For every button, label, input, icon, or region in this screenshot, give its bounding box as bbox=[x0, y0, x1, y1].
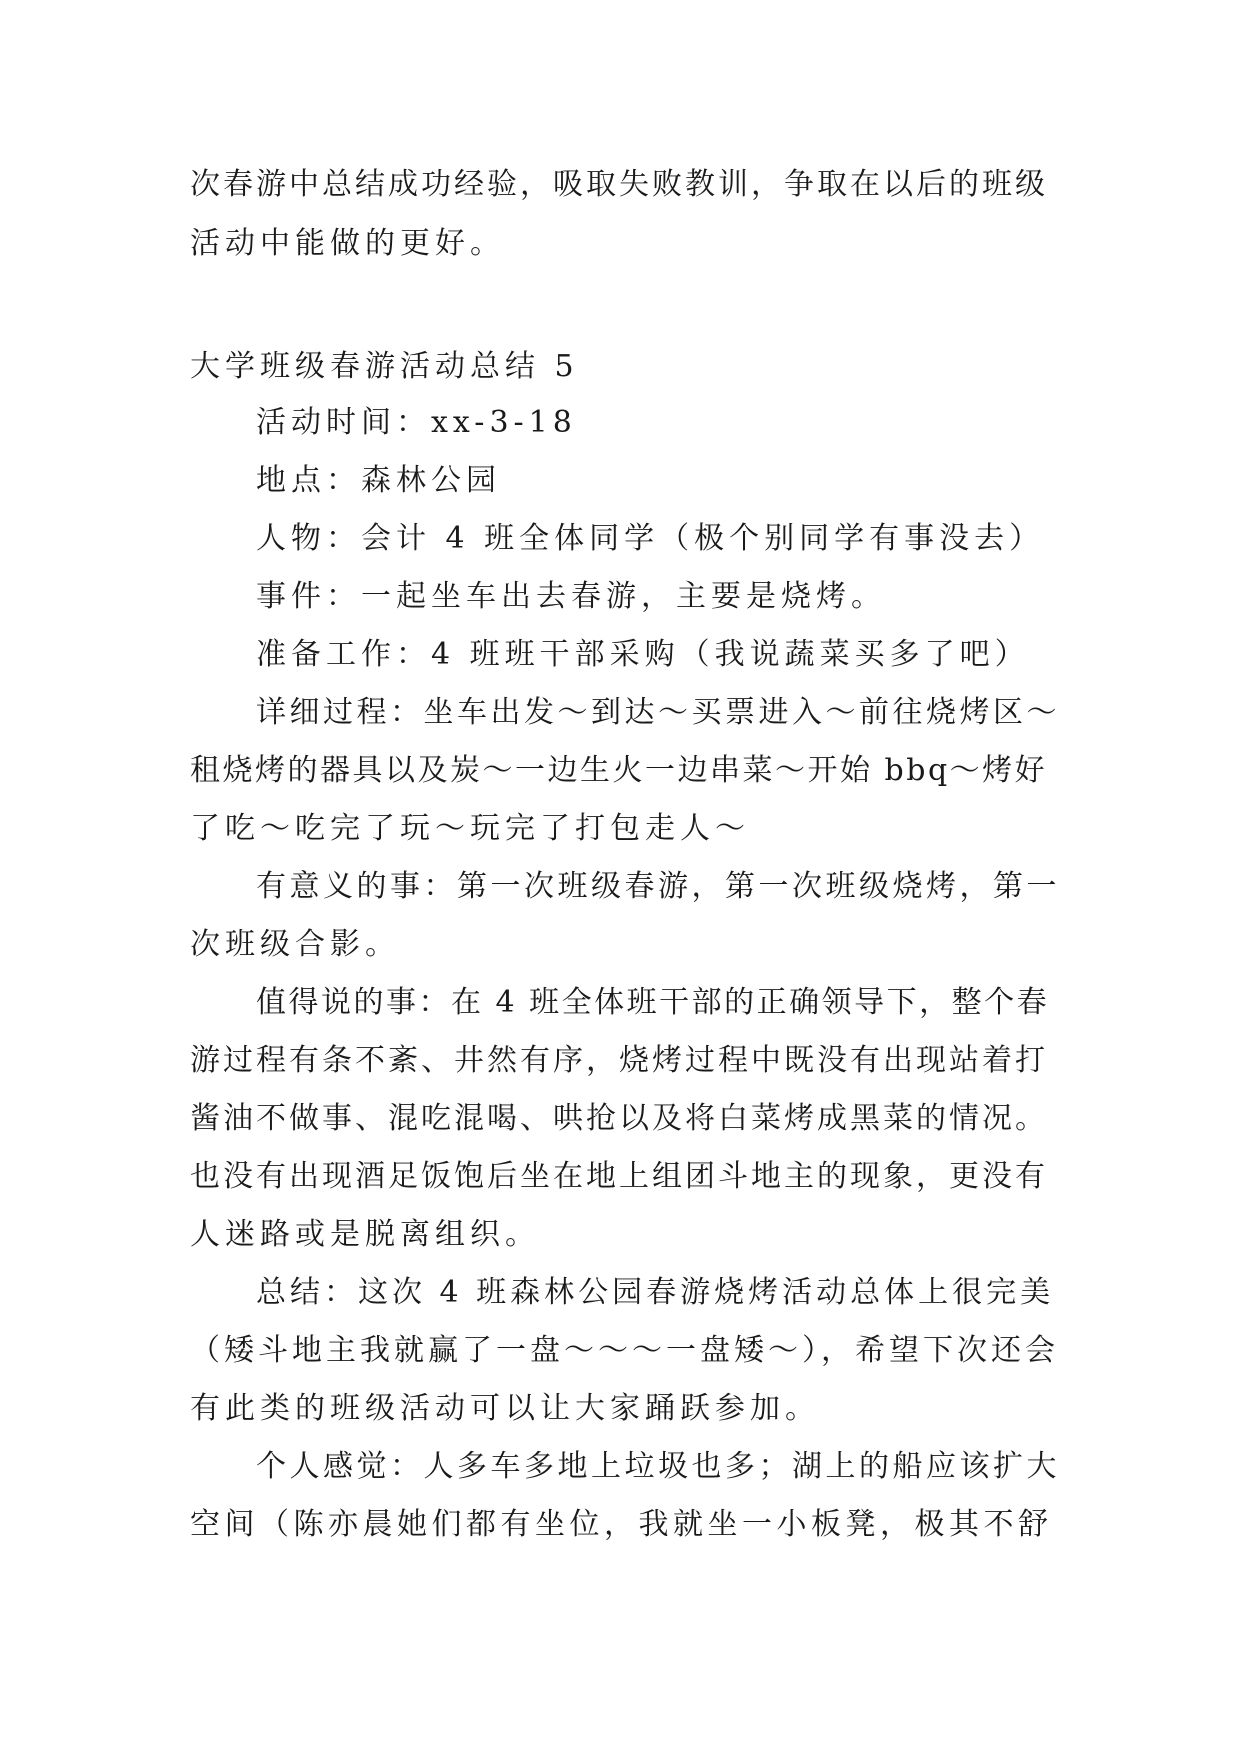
text-line: 人迷路或是脱离组织。 bbox=[190, 1217, 540, 1252]
text-line: （矮斗地主我就赢了一盘～～～一盘矮～），希望下次还会 bbox=[190, 1333, 1059, 1368]
section-heading: 大学班级春游活动总结 5 bbox=[190, 349, 579, 384]
preparation: 准备工作：4 班班干部采购（我说蔬菜买多了吧） bbox=[256, 637, 1030, 672]
text-line: 游过程有条不紊、井然有序，烧烤过程中既没有出现站着打 bbox=[190, 1043, 1048, 1078]
participants: 人物：会计 4 班全体同学（极个别同学有事没去） bbox=[256, 521, 1045, 556]
text-line: 次班级合影。 bbox=[190, 927, 400, 962]
text-line: 值得说的事：在 4 班全体班干部的正确领导下，整个春 bbox=[256, 985, 1050, 1020]
location: 地点：森林公园 bbox=[256, 463, 501, 498]
text-line: 酱油不做事、混吃混喝、哄抢以及将白菜烤成黑菜的情况。 bbox=[190, 1101, 1048, 1136]
text-line: 次春游中总结成功经验，吸取失败教训，争取在以后的班级 bbox=[190, 167, 1048, 202]
text-line: 详细过程：坐车出发～到达～买票进入～前往烧烤区～ bbox=[256, 695, 1060, 730]
activity-time: 活动时间：xx-3-18 bbox=[256, 405, 577, 440]
text-line: 个人感觉：人多车多地上垃圾也多；湖上的船应该扩大 bbox=[256, 1449, 1060, 1484]
text-line: 了吃～吃完了玩～玩完了打包走人～ bbox=[190, 811, 750, 846]
text-line: 空间（陈亦晨她们都有坐位，我就坐一小板凳，极其不舒 bbox=[190, 1507, 1053, 1542]
text-line: 有意义的事：第一次班级春游，第一次班级烧烤，第一 bbox=[256, 869, 1060, 904]
text-line: 有此类的班级活动可以让大家踊跃参加。 bbox=[190, 1391, 820, 1426]
event: 事件：一起坐车出去春游，主要是烧烤。 bbox=[256, 579, 886, 614]
text-line: 总结：这次 4 班森林公园春游烧烤活动总体上很完美 bbox=[256, 1275, 1055, 1310]
text-line: 租烧烤的器具以及炭～一边生火一边串菜～开始 bbq～烤好 bbox=[190, 753, 1048, 788]
text-line: 活动中能做的更好。 bbox=[190, 226, 505, 261]
text-line: 也没有出现酒足饭饱后坐在地上组团斗地主的现象，更没有 bbox=[190, 1159, 1048, 1194]
